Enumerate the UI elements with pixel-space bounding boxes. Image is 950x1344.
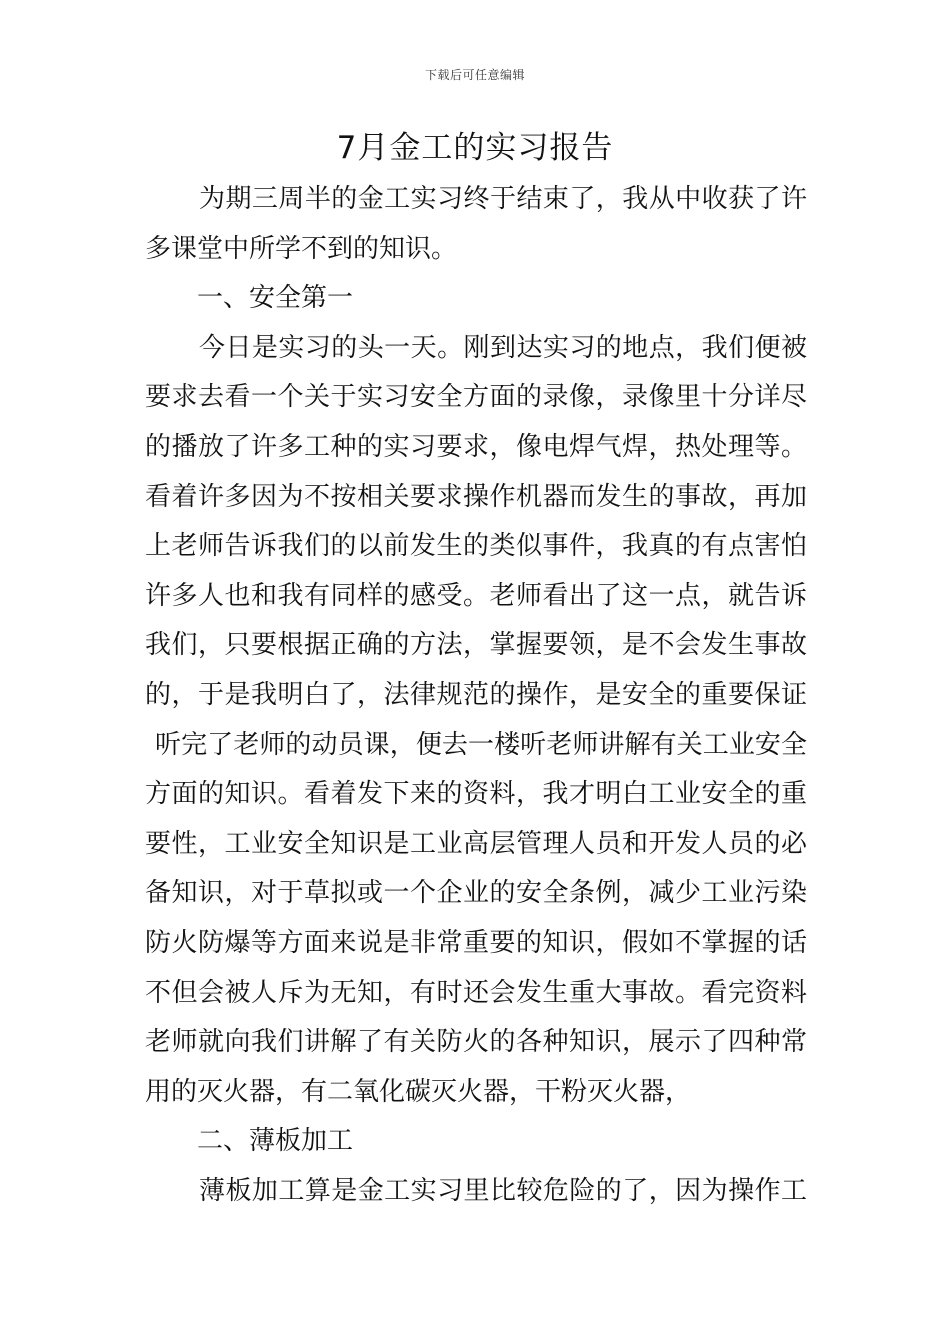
- paragraph-line: 方面的知识。看着发下来的资料，我才明白工业安全的重: [145, 779, 807, 810]
- paragraph-line: 薄板加工算是金工实习里比较危险的了，因为操作工: [199, 1175, 807, 1206]
- paragraph-line: 老师就向我们讲解了有关防火的各种知识，展示了四种常: [145, 1027, 807, 1058]
- paragraph-line: 听完了老师的动员课，便去一楼听老师讲解有关工业安全: [155, 729, 807, 760]
- section-heading: 二、薄板加工: [197, 1126, 354, 1157]
- paragraph-line: 的播放了许多工种的实习要求，像电焊气焊，热处理等。: [145, 431, 807, 462]
- paragraph-line: 备知识，对于草拟或一个企业的安全条例，减少工业污染: [145, 878, 807, 909]
- paragraph-line: 我们，只要根据正确的方法，掌握要领，是不会发生事故: [145, 630, 807, 661]
- section-heading: 一、安全第一: [197, 283, 354, 314]
- paragraph-line: 要性，工业安全知识是工业高层管理人员和开发人员的必: [145, 828, 807, 859]
- paragraph-line: 要求去看一个关于实习安全方面的录像，录像里十分详尽: [145, 382, 807, 413]
- paragraph-line: 的，于是我明白了，法律规范的操作，是安全的重要保证: [145, 679, 807, 710]
- paragraph-line: 多课堂中所学不到的知识。: [145, 233, 458, 264]
- paragraph-line: 为期三周半的金工实习终于结束了，我从中收获了许: [199, 184, 807, 214]
- paragraph-line: 看着许多因为不按相关要求操作机器而发生的事故，再加: [145, 481, 807, 512]
- header-note: 下载后可任意编辑: [424, 68, 525, 82]
- paragraph-line: 不但会被人斥为无知，有时还会发生重大事故。看完资料: [145, 977, 807, 1008]
- page-title: 7月金工的实习报告: [336, 130, 614, 166]
- paragraph-line: 上老师告诉我们的以前发生的类似事件，我真的有点害怕: [145, 531, 807, 562]
- paragraph-line: 许多人也和我有同样的感受。老师看出了这一点，就告诉: [145, 580, 807, 611]
- paragraph-line: 今日是实习的头一天。刚到达实习的地点，我们便被: [199, 332, 807, 363]
- paragraph-line: 防火防爆等方面来说是非常重要的知识，假如不掌握的话: [145, 927, 807, 958]
- paragraph-line: 用的灭火器，有二氧化碳灭火器，干粉灭火器，: [145, 1076, 692, 1107]
- body-text: [145, 175, 807, 1216]
